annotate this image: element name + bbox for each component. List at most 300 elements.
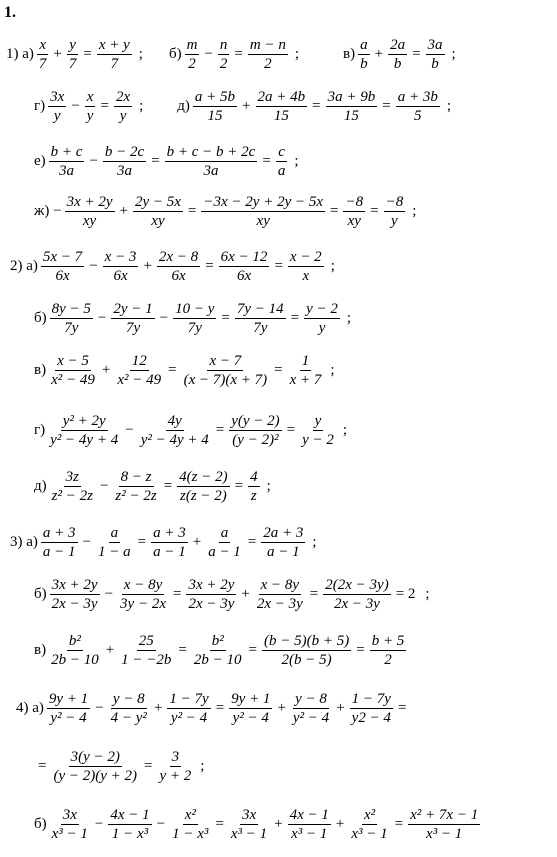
denominator: 3a [117,163,133,179]
fraction [408,806,480,843]
denominator: z [250,488,257,504]
fraction [50,468,95,505]
operator: + [105,642,115,658]
fraction [229,412,281,449]
numerator: a + 3b [397,89,438,105]
fraction [48,88,66,125]
denominator: y2 − 4 [351,710,391,726]
operator: + [53,46,62,62]
denominator: 7y [125,320,141,336]
denominator: x [302,268,310,284]
denominator: 2x − 3y [188,596,235,612]
operator: + [335,816,345,832]
numerator: x − 2 [289,249,322,265]
fraction [426,36,445,73]
denominator: x³ − 1 [291,826,328,842]
operator: = [394,816,404,832]
numerator: 2y − 5x [134,194,181,210]
denominator: y [86,108,94,124]
denominator: 6x [113,268,128,284]
denominator: y [391,213,398,229]
numerator: x² + 7x − 1 [410,807,479,823]
fraction [103,143,146,180]
numerator: −8 [385,194,404,210]
equation-line [34,576,430,613]
numerator: 3 [171,749,180,765]
operator: + [277,700,286,716]
operator: = [215,422,225,438]
fraction [41,248,84,285]
denominator: y² − 4 [232,710,269,726]
denominator: b [431,56,439,72]
operator: = [215,816,224,832]
fraction [326,88,378,125]
fraction [96,524,133,561]
numerator: 2y − 1 [113,301,153,317]
fraction [65,193,115,230]
denominator: 3a [59,163,75,179]
denominator: y − 2 [302,432,334,448]
fraction [370,632,407,669]
fraction [139,412,211,449]
denominator: 7 [110,56,119,72]
numerator: 3(y − 2) [70,749,120,765]
fraction [157,748,193,785]
denominator: 7y [253,320,268,336]
equation-line [34,632,407,669]
item-label: в) [34,642,47,658]
numerator: y [314,413,322,429]
operator: − [82,534,91,550]
equation-line [34,748,204,785]
numerator: 3x + 2y [51,577,98,593]
numerator: 3a + 9b [327,89,376,105]
denominator: 7y [187,320,202,336]
operator: − [125,422,134,438]
numerator: x [39,37,46,53]
numerator: 3x [50,89,65,105]
punctuation: ; [425,586,430,602]
punctuation: ; [138,46,143,62]
fraction [50,576,100,613]
denominator: a − 1 [153,544,186,560]
numerator: b + 5 [371,633,405,649]
fraction [50,806,90,843]
fraction [291,690,331,727]
denominator: b [393,56,402,72]
operator: = [309,586,319,602]
numerator: 2a + 4b [257,89,306,105]
denominator: (y − 2)(y + 2) [53,768,138,784]
operator: = [187,203,197,219]
numerator: y − 8 [112,691,145,707]
denominator: 2(b − 5) [281,652,332,668]
denominator: y² − 4 [170,710,208,726]
fraction [49,352,97,389]
fraction [261,524,305,561]
operator: = [286,422,296,438]
numerator: 9y + 1 [48,691,89,707]
operator: + [242,98,251,114]
item-label: 1) а) [6,46,34,62]
operator: + [241,586,250,602]
operator: = [248,642,257,658]
fraction [256,88,308,125]
punctuation: ; [342,422,348,438]
numerator: a [110,525,119,541]
denominator: 4 − y² [110,710,147,726]
numerator: m − n [249,37,286,53]
fraction [388,36,407,73]
fraction [248,468,260,505]
item-label: 3) а) [10,534,38,550]
denominator: 5 [414,108,422,124]
equation-line [34,412,347,449]
numerator: 3x + 2y [66,194,113,210]
numerator: x² [363,807,376,823]
numerator: y − 2 [306,301,338,317]
denominator: 2 [188,56,196,72]
numerator: b − 2c [104,144,145,160]
fraction [186,576,236,613]
punctuation: ; [446,98,451,114]
equation-line [10,524,317,561]
item-label: г) [34,98,46,114]
operator: − [89,153,98,169]
equation-line [6,36,456,73]
denominator: 15 [207,108,223,124]
equation-line [10,248,335,285]
fraction [113,468,158,505]
denominator: (y − 2)² [232,432,279,448]
denominator: x³ − 1 [230,826,268,842]
operator: = [168,362,177,378]
denominator: 2 [264,56,272,72]
punctuation: ; [330,362,335,378]
operator: = [221,310,230,326]
operator: = [247,534,257,550]
operator: = [290,310,300,326]
fraction [300,412,336,449]
punctuation: ; [139,98,144,114]
denominator: a − 1 [267,544,300,560]
operator: − [99,478,109,494]
fraction [114,88,132,125]
operator: = [178,642,187,658]
numerator: 7y − 14 [236,301,284,317]
numerator: 12 [131,353,147,369]
item-label: е) [34,153,46,169]
numerator: x − 5 [57,353,89,369]
operator: = [274,258,283,274]
denominator: y² − 4y + 4 [140,432,209,448]
denominator: x³ − 1 [426,826,463,842]
fraction [177,468,229,505]
operator: = [38,758,47,774]
denominator: 7 [38,56,47,72]
fraction [85,88,96,125]
operator: − [159,310,169,326]
numerator: a + 3 [42,525,76,541]
numerator: 4x − 1 [289,807,329,823]
operator: + [143,258,152,274]
fraction [218,36,230,73]
item-label: г) [34,422,46,438]
denominator: 2b − 10 [51,652,99,668]
numerator: −3x − 2y + 2y − 5x [203,194,324,210]
numerator: x² [184,807,196,823]
equation-line [34,88,451,125]
fraction [118,576,168,613]
punctuation: ; [294,153,299,169]
numerator: 1 [301,353,310,369]
punctuation: ; [412,203,417,219]
numerator: x [86,89,94,105]
fraction [206,524,243,561]
item-label: 4) а) [16,700,44,716]
fraction [115,352,163,389]
numerator: 4 [250,469,258,485]
operator: = [397,700,407,716]
punctuation: ; [346,310,352,326]
operator: = [312,98,321,114]
fraction [103,248,139,285]
item-label: в) [343,46,356,62]
denominator: 15 [343,108,359,124]
denominator: 2 [384,652,392,668]
fraction [157,248,200,285]
operator: = [100,98,109,114]
denominator: 2b − 10 [193,652,242,668]
operator: = [172,586,182,602]
operator: = [382,98,391,114]
denominator: z² − 2z [51,488,93,504]
denominator: (x − 7)(x + 7) [183,372,268,388]
operator: − [204,46,213,62]
numerator: b + c [50,144,83,160]
operator: − [156,816,166,832]
denominator: 2x − 3y [51,596,98,612]
numerator: b² [211,633,224,649]
numerator: 8y − 5 [51,301,91,317]
fraction [384,193,406,230]
numerator: a [220,525,229,541]
operator: = [215,700,225,716]
numerator: 4(z − 2) [179,469,228,485]
numerator: 4x − 1 [110,807,150,823]
operator: − [89,258,98,274]
denominator: 1 − −2b [121,652,172,668]
fraction [350,690,393,727]
fraction [37,36,49,73]
denominator: b [360,56,368,72]
numerator: c [278,144,285,160]
operator: − [71,98,80,114]
item-label: в) [34,362,47,378]
operator: + [119,203,128,219]
operator: = [234,478,244,494]
operator: = [234,46,243,62]
denominator: x³ − 1 [51,826,88,842]
numerator: −8 [345,194,364,210]
equation-line [34,193,416,230]
operator: = 2 [395,586,416,602]
punctuation: ; [294,46,300,62]
numerator: y² + 2y [62,413,106,429]
fraction [288,352,324,389]
equation-line [34,468,271,505]
numerator: y − 8 [295,691,327,707]
numerator: x − 8y [123,577,163,593]
fraction [50,300,93,337]
fraction [165,143,258,180]
item-label: ж) − [34,203,62,219]
numerator: 25 [138,633,154,649]
fraction [119,632,173,669]
numerator: b + c − b + 2c [166,144,256,160]
denominator: 1 − x³ [111,826,149,842]
fraction [182,352,270,389]
operator: = [144,758,153,774]
numerator: 2(2x − 3y) [325,577,389,593]
equation-line [34,806,481,843]
fraction [349,806,389,843]
denominator: z² − 2z [115,488,157,504]
denominator: 6x [236,268,252,284]
numerator: (b − 5)(b + 5) [263,633,350,649]
numerator: x − 8y [260,577,300,593]
operator: + [374,46,384,62]
fraction [109,690,149,727]
denominator: z(z − 2) [180,488,227,504]
denominator: 15 [273,108,289,124]
denominator: y² − 4 [292,710,330,726]
numerator: 9y + 1 [231,691,271,707]
fraction [51,748,139,785]
item-label: д) [177,98,190,114]
punctuation: ; [312,534,317,550]
operator: = [356,642,365,658]
fraction [108,806,151,843]
operator: = [205,258,214,274]
fraction [255,576,305,613]
fraction [41,524,78,561]
fraction [288,248,324,285]
numerator: 2x [115,89,131,105]
equation-line [34,143,298,180]
numerator: 1 − 7y [169,691,209,707]
fraction [111,300,154,337]
denominator: y [318,320,326,336]
equation-line [34,352,335,389]
operator: + [336,700,345,716]
fraction [49,143,85,180]
operator: = [83,46,92,62]
denominator: y + 2 [159,768,192,784]
fraction [358,36,370,73]
fraction [219,248,270,285]
denominator: x³ − 1 [351,826,388,842]
denominator: a [277,163,286,179]
fraction [47,690,90,727]
operator: = [330,203,339,219]
numerator: 2x − 8 [158,249,199,265]
punctuation: ; [451,46,456,62]
operator: + [153,700,163,716]
numerator: 4y [167,413,182,429]
denominator: x² − 49 [51,372,95,388]
item-label: б) [34,310,47,326]
denominator: 6x [55,268,70,284]
operator: − [104,586,114,602]
item-label: б) [34,816,47,832]
denominator: 6x [171,268,186,284]
fraction [97,36,132,73]
numerator: 3a [427,37,443,53]
numerator: n [219,37,228,53]
fraction [193,88,237,125]
numerator: 5x − 7 [42,249,83,265]
numerator: x − 3 [104,249,137,265]
fraction [288,806,331,843]
numerator: 3z [65,469,79,485]
fraction [229,806,269,843]
operator: − [95,700,104,716]
fraction [396,88,440,125]
operator: = [412,46,421,62]
fraction [133,193,183,230]
fraction [201,193,325,230]
operator: + [192,534,202,550]
numerator: b² [68,633,81,649]
denominator: 2 [219,56,228,72]
numerator: 2a [390,37,406,53]
denominator: 3y − 2x [120,596,166,612]
denominator: xy [151,213,165,229]
numerator: 3x [241,807,257,823]
fraction [151,524,188,561]
punctuation: ; [330,258,335,274]
denominator: y [53,108,61,124]
operator: − [94,816,104,832]
numerator: a + 3 [153,525,186,541]
numerator: 1 − 7y [351,691,391,707]
numerator: a [360,37,368,53]
item-label: б) [168,46,182,62]
numerator: a + 5b [194,89,236,105]
operator: = [151,153,160,169]
numerator: x + y [98,37,130,53]
fraction [49,632,101,669]
fraction [67,36,79,73]
numerator: 3x + 2y [188,577,235,593]
item-label: д) [34,478,47,494]
operator: = [274,362,283,378]
operator: = [370,203,379,219]
denominator: 3a [203,163,219,179]
fraction [170,806,210,843]
denominator: xy [347,213,361,229]
denominator: 7y [64,320,79,336]
fraction [248,36,288,73]
denominator: y² − 4y + 4 [50,432,119,448]
denominator: 1 − a [98,544,131,560]
punctuation: ; [266,478,271,494]
operator: = [137,534,147,550]
denominator: a − 1 [208,544,241,560]
numerator: 10 − y [175,301,215,317]
fraction [343,193,365,230]
